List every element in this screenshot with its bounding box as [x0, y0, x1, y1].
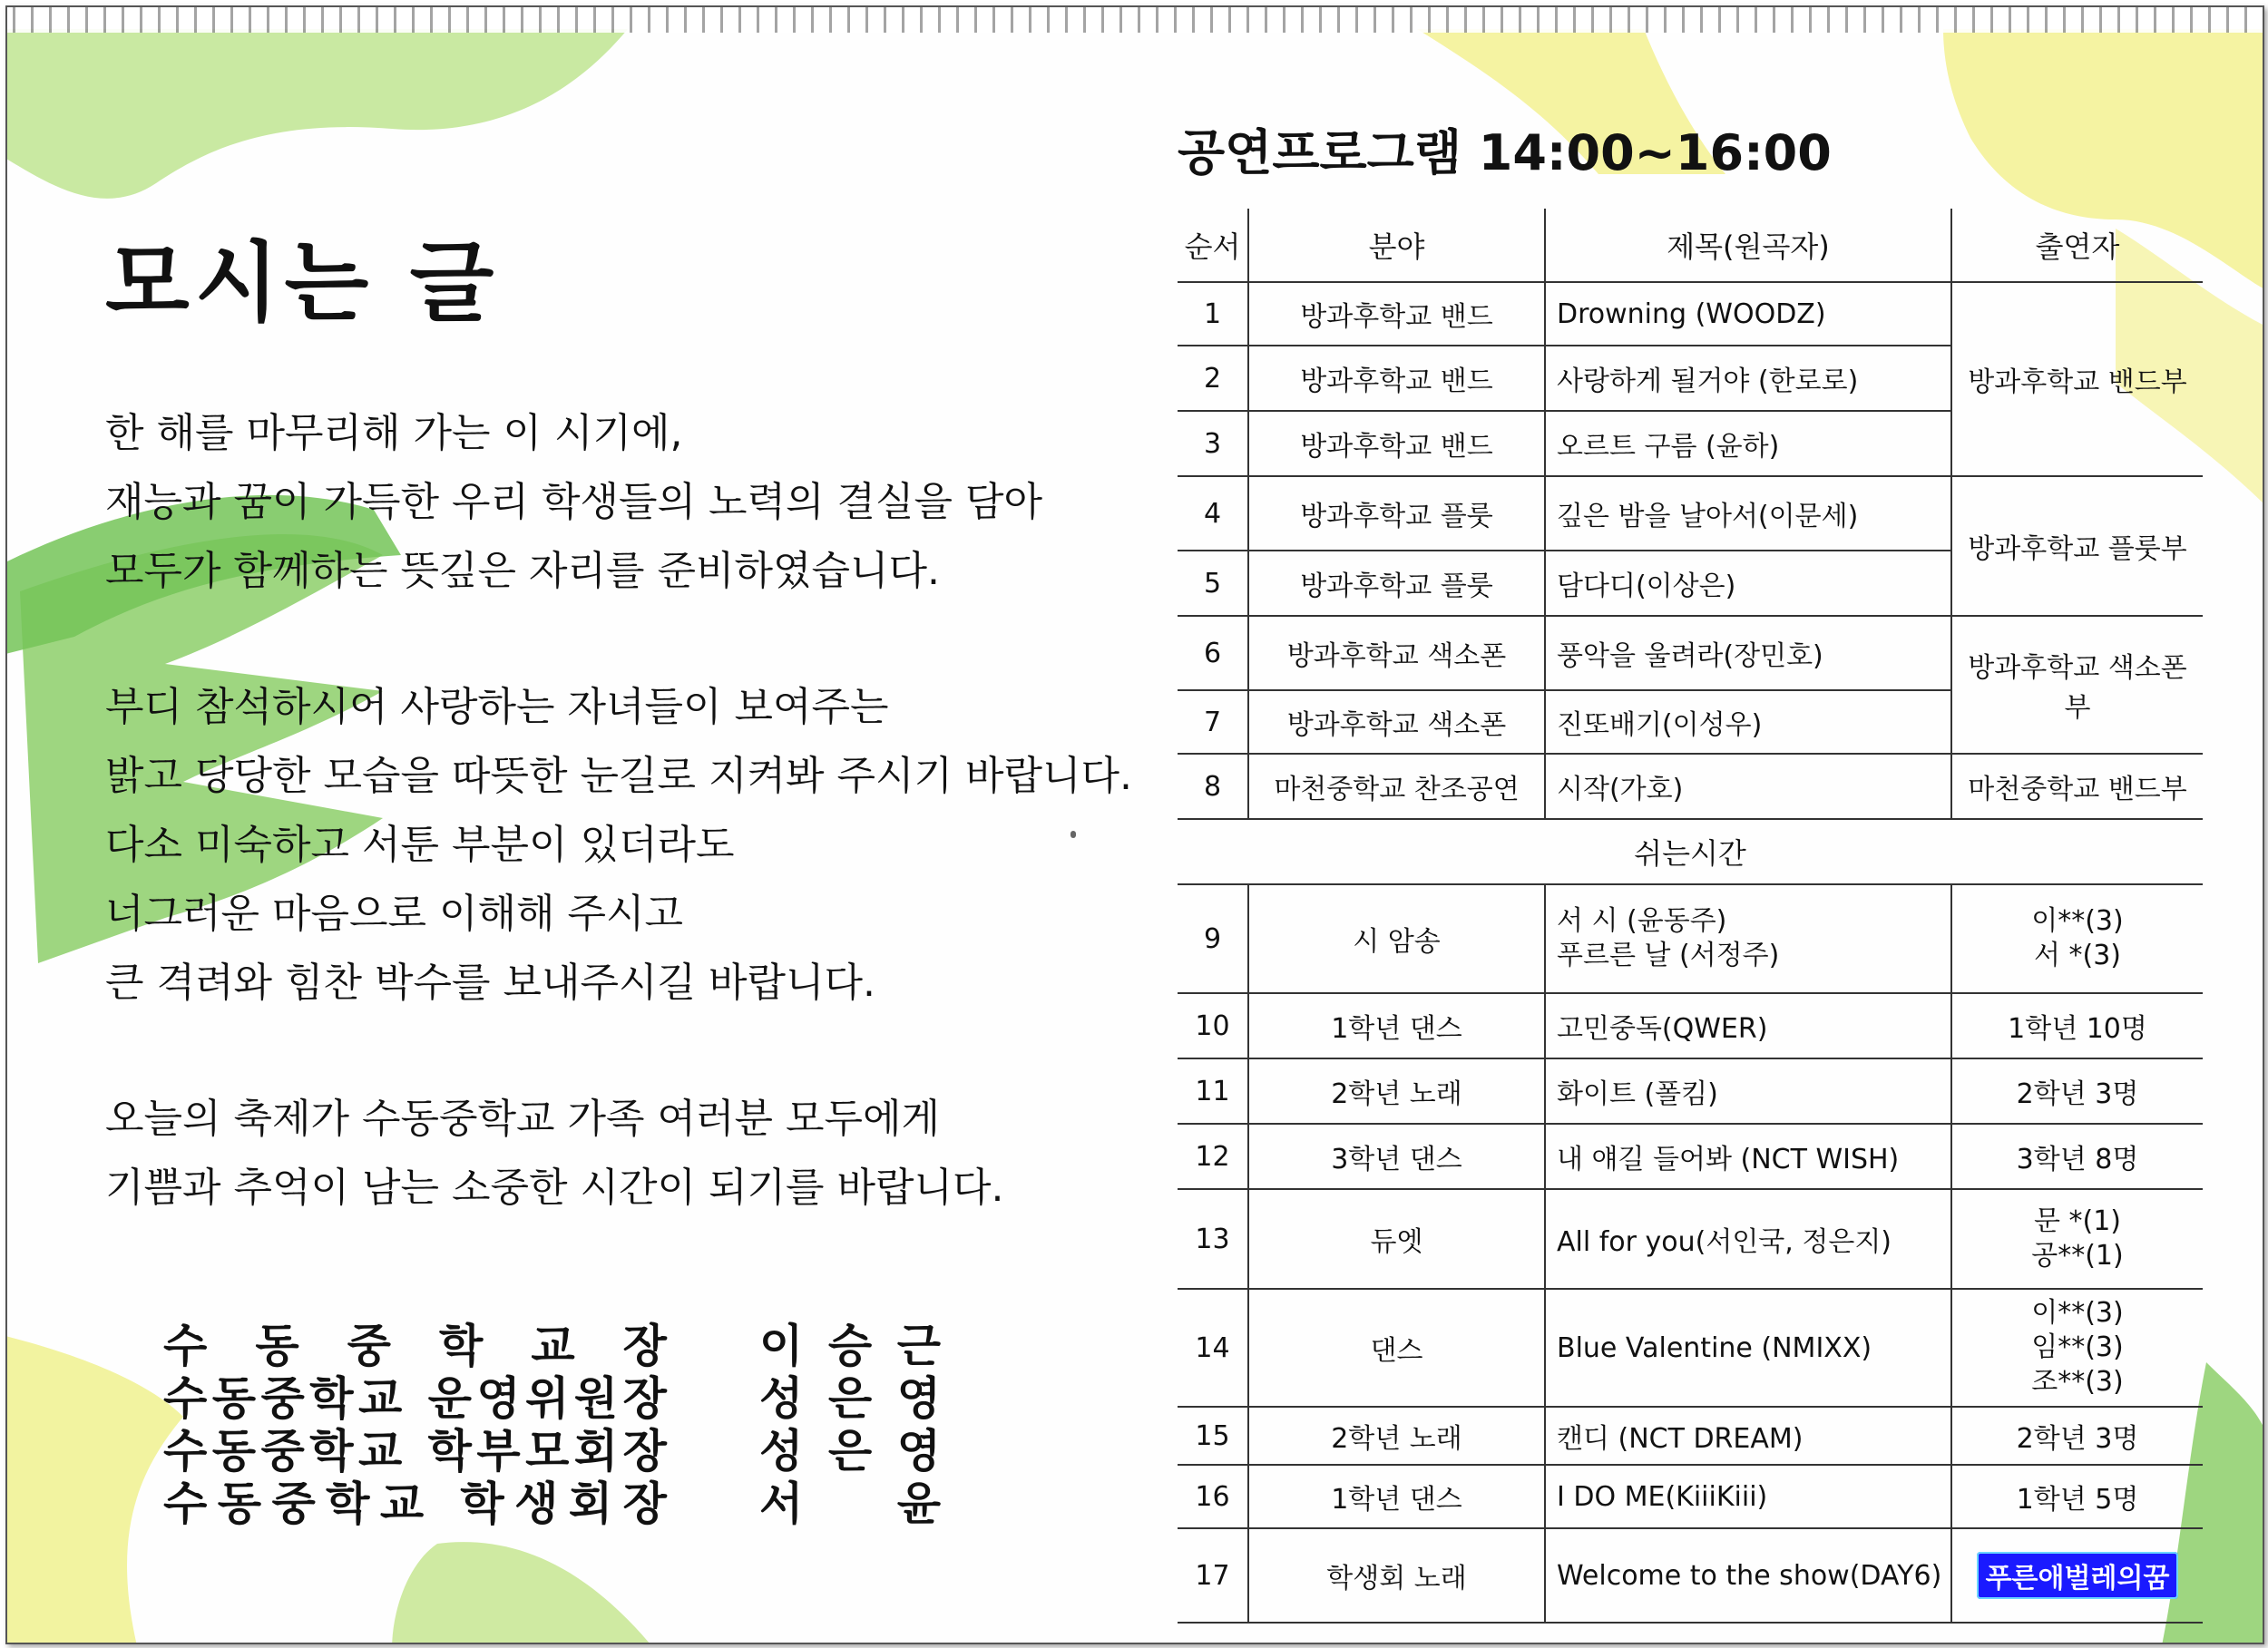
title-line: 서 시 (윤동주)	[1557, 905, 1727, 937]
table-row	[1178, 993, 2203, 1058]
signature-row	[163, 1310, 941, 1372]
table-row	[1178, 1289, 2203, 1407]
signature-role: 수 동 중 학 교 장	[163, 1319, 667, 1372]
performer-line: 공**(1)	[2031, 1240, 2124, 1272]
header-cell: 출연자	[1951, 209, 2203, 282]
field-cell: 방과후학교 플룻	[1248, 551, 1545, 616]
title-cell: 담다디(이상은)	[1545, 551, 1951, 616]
field-cell: 방과후학교 색소폰	[1248, 616, 1545, 690]
signature-name: 성 은 영	[759, 1424, 941, 1477]
field-cell: 방과후학교 플룻	[1248, 476, 1545, 551]
header-cell: 분야	[1248, 209, 1545, 282]
table-row	[1178, 616, 2203, 690]
title-cell: 진또배기(이성우)	[1545, 690, 1951, 754]
performer-cell: 2학년 3명	[1951, 1058, 2203, 1124]
performer-line: 이**(3)	[2031, 1297, 2124, 1329]
order-cell: 12	[1178, 1124, 1248, 1189]
letter-line: 오늘의 축제가 수동중학교 가족 여러분 모두에게	[105, 1096, 941, 1142]
field-cell: 방과후학교 밴드	[1248, 282, 1545, 346]
order-cell: 15	[1178, 1407, 1248, 1465]
letter-line: 다소 미숙하고 서툰 부분이 있더라도	[105, 822, 735, 868]
signature-role: 수 동 중 학 교 운 영 위 원 장	[163, 1371, 667, 1425]
field-cell: 댄스	[1248, 1289, 1545, 1407]
title-cell: Blue Valentine (NMIXX)	[1545, 1289, 1951, 1407]
title-cell: 내 얘길 들어봐 (NCT WISH)	[1545, 1124, 1951, 1189]
header-cell: 제목(원곡자)	[1545, 209, 1951, 282]
letter-line: 큰 격려와 힘찬 박수를 보내주시길 바랍니다.	[105, 960, 875, 1006]
performer-cell: 방과후학교 플룻부	[1951, 476, 2203, 616]
order-cell: 7	[1178, 690, 1248, 754]
title-line: 푸르른 날 (서정주)	[1557, 940, 1780, 971]
order-cell: 16	[1178, 1465, 1248, 1528]
order-cell: 3	[1178, 411, 1248, 476]
order-cell: 2	[1178, 346, 1248, 411]
performer-cell	[1951, 1189, 2203, 1289]
field-cell: 1학년 댄스	[1248, 993, 1545, 1058]
letter-line: 기쁨과 추억이 남는 소중한 시간이 되기를 바랍니다.	[105, 1165, 1004, 1211]
title-cell: 오르트 구름 (윤하)	[1545, 411, 1951, 476]
performer-cell: 방과후학교 밴드부	[1951, 282, 2203, 476]
signatures	[163, 1310, 941, 1530]
title-cell: 화이트 (폴킴)	[1545, 1058, 1951, 1124]
title-cell: Welcome to the show(DAY6)	[1545, 1528, 1951, 1623]
table-row	[1178, 754, 2203, 819]
order-cell: 1	[1178, 282, 1248, 346]
table-row	[1178, 1058, 2203, 1124]
spiral-binding	[7, 7, 2264, 33]
performer-line: 문 *(1)	[2033, 1205, 2121, 1237]
table-row	[1178, 476, 2203, 551]
header-cell: 순서	[1178, 209, 1248, 282]
signature-name: 이 승 근	[759, 1319, 941, 1372]
performer-cell: 3학년 8명	[1951, 1124, 2203, 1189]
field-cell: 마천중학교 찬조공연	[1248, 754, 1545, 819]
field-cell: 2학년 노래	[1248, 1058, 1545, 1124]
table-row	[1178, 884, 2203, 993]
letter-paragraph	[105, 399, 1103, 606]
break-row	[1178, 819, 2203, 884]
title-cell: 고민중독(QWER)	[1545, 993, 1951, 1058]
performer-line: 서 *(3)	[2033, 940, 2121, 971]
title-cell: Drowning (WOODZ)	[1545, 282, 1951, 346]
page-frame	[5, 5, 2264, 1644]
order-cell: 13	[1178, 1189, 1248, 1289]
performer-line: 이**(3)	[2031, 905, 2124, 937]
signature-name: 성 은 영	[759, 1371, 941, 1425]
field-cell: 2학년 노래	[1248, 1407, 1545, 1465]
performer-cell	[1951, 1528, 2203, 1623]
table-row	[1178, 1124, 2203, 1189]
letter-line: 밝고 당당한 모습을 따뜻한 눈길로 지켜봐 주시기 바랍니다.	[105, 753, 1132, 799]
letter-paragraph	[105, 673, 1132, 1018]
letter-line: 한 해를 마무리해 가는 이 시기에,	[105, 410, 683, 456]
performer-cell: 1학년 5명	[1951, 1465, 2203, 1528]
field-cell: 방과후학교 밴드	[1248, 346, 1545, 411]
performer-cell	[1951, 1289, 2203, 1407]
performer-cell: 방과후학교 색소폰부	[1951, 616, 2203, 754]
order-cell: 6	[1178, 616, 1248, 690]
field-cell: 방과후학교 밴드	[1248, 411, 1545, 476]
title-cell: 깊은 밤을 날아서(이문세)	[1545, 476, 1951, 551]
title-cell	[1545, 884, 1951, 993]
performer-cell: 마천중학교 밴드부	[1951, 754, 2203, 819]
table-row	[1178, 1528, 2203, 1623]
title-cell: 캔디 (NCT DREAM)	[1545, 1407, 1951, 1465]
letter-line: 너그러운 마음으로 이해해 주시고	[105, 891, 684, 937]
letter-title: 모시는 글	[105, 232, 500, 334]
break-label: 쉬는시간	[1178, 819, 2203, 884]
table-row	[1178, 1407, 2203, 1465]
order-cell: 14	[1178, 1289, 1248, 1407]
letter-line: 재능과 꿈이 가득한 우리 학생들의 노력의 결실을 담아	[105, 479, 1042, 525]
performer-cell: 1학년 10명	[1951, 993, 2203, 1058]
signature-role: 수 동 중 학 교 학 생 회 장	[163, 1477, 667, 1530]
signature-role: 수 동 중 학 교 학 부 모 회 장	[163, 1424, 667, 1477]
field-cell: 방과후학교 색소폰	[1248, 690, 1545, 754]
order-cell: 8	[1178, 754, 1248, 819]
title-cell: 시작(가호)	[1545, 754, 1951, 819]
letter-line: 모두가 함께하는 뜻깊은 자리를 준비하였습니다.	[105, 548, 941, 594]
order-cell: 5	[1178, 551, 1248, 616]
program-table	[1178, 209, 2203, 1624]
title-cell: All for you(서인국, 정은지)	[1545, 1189, 1951, 1289]
letter-line: 부디 참석하시어 사랑하는 자녀들이 보여주는	[105, 684, 889, 730]
signature-row	[163, 1468, 941, 1530]
field-cell: 시 암송	[1248, 884, 1545, 993]
signature-row	[163, 1415, 941, 1477]
title-cell: 사랑하게 될거야 (한로로)	[1545, 346, 1951, 411]
performer-line: 임**(3)	[2031, 1331, 2124, 1363]
performer-cell: 2학년 3명	[1951, 1407, 2203, 1465]
table-row	[1178, 1189, 2203, 1289]
performer-cell	[1951, 884, 2203, 993]
field-cell: 1학년 댄스	[1248, 1465, 1545, 1528]
order-cell: 17	[1178, 1528, 1248, 1623]
signature-row	[163, 1362, 941, 1425]
table-row	[1178, 1465, 2203, 1528]
table-header-row	[1178, 209, 2203, 282]
program-title: 공연프로그램 14:00~16:00	[1178, 124, 1832, 181]
letter-body	[105, 399, 1132, 1290]
table-row	[1178, 282, 2203, 346]
order-cell: 10	[1178, 993, 1248, 1058]
performer-badge: 푸른애벌레의꿈	[1977, 1552, 2179, 1599]
invitation-letter	[7, 7, 1132, 1644]
order-cell: 4	[1178, 476, 1248, 551]
field-cell: 학생회 노래	[1248, 1528, 1545, 1623]
performer-line: 조**(3)	[2031, 1366, 2124, 1398]
title-cell: 풍악을 울려라(장민호)	[1545, 616, 1951, 690]
letter-paragraph	[105, 1085, 1103, 1223]
signature-name: 서 윤	[759, 1477, 941, 1530]
title-cell: I DO ME(KiiiKiii)	[1545, 1465, 1951, 1528]
field-cell: 듀엣	[1248, 1189, 1545, 1289]
field-cell: 3학년 댄스	[1248, 1124, 1545, 1189]
order-cell: 9	[1178, 884, 1248, 993]
order-cell: 11	[1178, 1058, 1248, 1124]
